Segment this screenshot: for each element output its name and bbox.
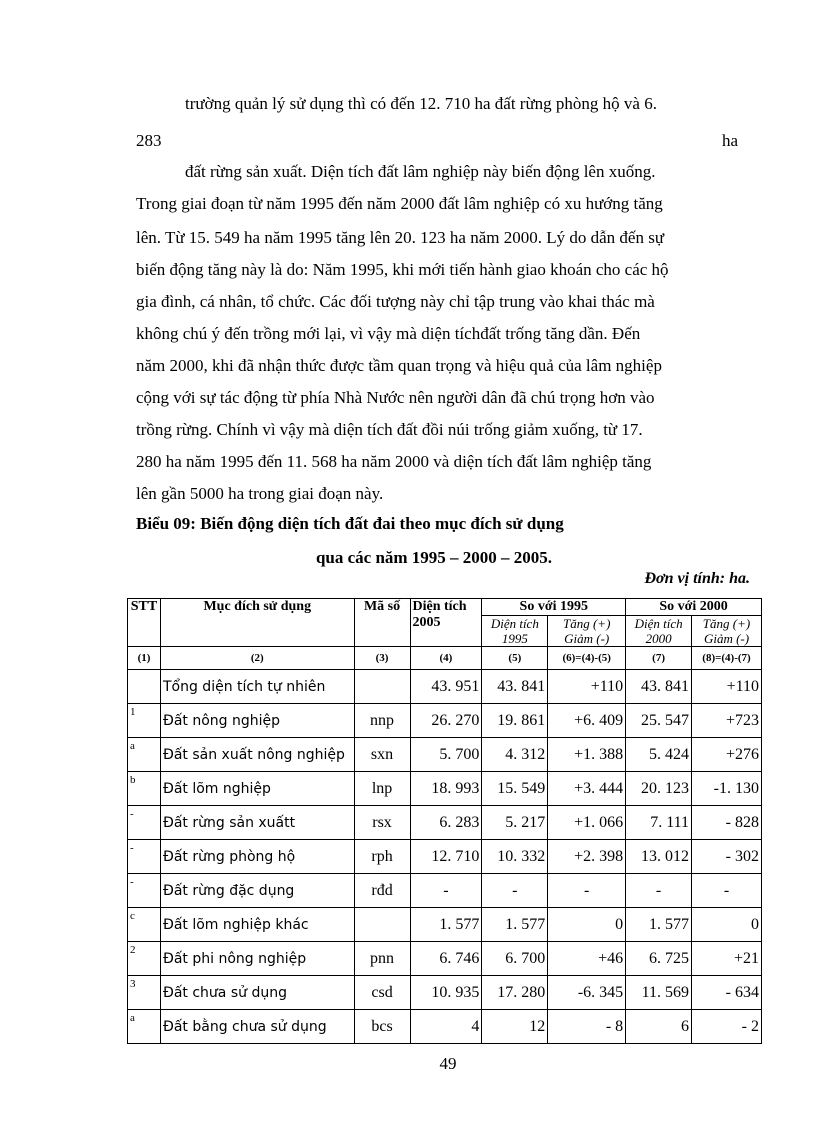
cell-area-2000: 11. 569 (626, 976, 692, 1010)
cell-area-1995: 19. 861 (482, 704, 548, 738)
table-title: Biểu 09: Biến động diện tích đất đai theo mục đích sử dụng (136, 514, 564, 533)
cell-code: rsx (354, 806, 410, 840)
paragraph-line-2 (136, 131, 738, 151)
page-number-text: 49 (439, 1054, 457, 1073)
cell-area-1995: 5. 217 (482, 806, 548, 840)
cell-area-2005: 6. 746 (410, 942, 482, 976)
cell-purpose: Đất phi nông nghiệp (160, 942, 354, 976)
cell-stt (128, 670, 161, 704)
table-row (128, 1010, 762, 1044)
index-cell: (7) (626, 647, 692, 670)
cell-area-1995: 10. 332 (482, 840, 548, 874)
cell-change-1995: - 8 (548, 1010, 626, 1044)
cell-area-2000: 43. 841 (626, 670, 692, 704)
header-vs-2000: So với 2000 (626, 599, 762, 616)
header-area-2005-line2: 2005 (412, 615, 441, 630)
index-cell: (1) (128, 647, 161, 670)
cell-change-1995: +1. 066 (548, 806, 626, 840)
paragraph-line-10: cộng với sự tác động từ phía Nhà Nước nên người dân đã chú trọng hơn vào (136, 388, 655, 407)
cell-purpose: Đất nông nghiệp (160, 704, 354, 738)
header-row (128, 599, 762, 616)
cell-purpose: Đất rừng đặc dụng (160, 874, 354, 908)
cell-purpose: Đất bằng chưa sử dụng (160, 1010, 354, 1044)
table-row (128, 908, 762, 942)
land-use-table (127, 598, 762, 1044)
table-row (128, 772, 762, 806)
cell-change-2000: - 302 (692, 840, 762, 874)
cell-area-2005: 18. 993 (410, 772, 482, 806)
cell-stt: c (128, 908, 161, 942)
cell-change-2000: - (692, 874, 762, 908)
cell-area-2000: 6. 725 (626, 942, 692, 976)
paragraph-line-11: trồng rừng. Chính vì vậy mà diện tích đất đồi núi trống giảm xuống, từ 17. (136, 420, 643, 439)
cell-code: csd (354, 976, 410, 1010)
paragraph-line-1: trường quản lý sử dụng thì có đến 12. 710 ha đất rừng phòng hộ và 6. (185, 94, 657, 113)
table-row (128, 840, 762, 874)
cell-change-1995: +2. 398 (548, 840, 626, 874)
header-code: Mã số (354, 599, 410, 647)
cell-area-1995: 1. 577 (482, 908, 548, 942)
cell-area-2005: 12. 710 (410, 840, 482, 874)
cell-area-2000: 7. 111 (626, 806, 692, 840)
cell-area-2005: 6. 283 (410, 806, 482, 840)
index-cell: (3) (354, 647, 410, 670)
table-row (128, 806, 762, 840)
index-cell: (6)=(4)-(5) (548, 647, 626, 670)
cell-area-1995: 17. 280 (482, 976, 548, 1010)
cell-purpose: Đất lõm nghiệp khác (160, 908, 354, 942)
cell-purpose: Đất lõm nghiệp (160, 772, 354, 806)
subheader-area-1995 (482, 616, 548, 647)
table-row (128, 704, 762, 738)
cell-change-1995: -6. 345 (548, 976, 626, 1010)
cell-purpose: Đất rừng phòng hộ (160, 840, 354, 874)
cell-area-2000: 6 (626, 1010, 692, 1044)
cell-stt: - (128, 806, 161, 840)
header-stt: STT (128, 599, 161, 647)
table-subtitle-text: qua các năm 1995 – 2000 – 2005. (315, 548, 553, 567)
cell-area-1995: 15. 549 (482, 772, 548, 806)
cell-stt: 3 (128, 976, 161, 1010)
table-row (128, 738, 762, 772)
cell-area-2000: 25. 547 (626, 704, 692, 738)
paragraph-line-12: 280 ha năm 1995 đến 11. 568 ha năm 2000 và diện tích đất lâm nghiệp tăng (136, 452, 652, 471)
paragraph-line-3: đất rừng sản xuất. Diện tích đất lâm nghiệp này biến động lên xuống. (185, 162, 656, 181)
subheader-change-2000 (692, 616, 762, 647)
cell-code: sxn (354, 738, 410, 772)
cell-change-2000: +21 (692, 942, 762, 976)
cell-change-1995: 0 (548, 908, 626, 942)
subheader-area-2000-line2: 2000 (645, 631, 672, 646)
cell-code: pnn (354, 942, 410, 976)
subheader-change-1995-line2: Giảm (-) (564, 631, 610, 646)
subheader-change-1995-line1: Tăng (+) (562, 616, 611, 631)
paragraph-line-7: gia đình, cá nhân, tổ chức. Các đối tượng này chỉ tập trung vào khai thác mà (136, 292, 655, 311)
subheader-area-1995-line2: 1995 (501, 631, 528, 646)
cell-area-1995: 4. 312 (482, 738, 548, 772)
cell-purpose: Đất sản xuất nông nghiệp (160, 738, 354, 772)
cell-change-1995: +1. 388 (548, 738, 626, 772)
cell-stt: - (128, 874, 161, 908)
cell-code: rđd (354, 874, 410, 908)
cell-code: lnp (354, 772, 410, 806)
cell-change-2000: +110 (692, 670, 762, 704)
header-area-2005 (410, 599, 482, 647)
page-number (0, 1054, 816, 1074)
cell-area-2000: 5. 424 (626, 738, 692, 772)
cell-change-1995: +6. 409 (548, 704, 626, 738)
cell-area-1995: - (482, 874, 548, 908)
cell-code (354, 670, 410, 704)
index-cell: (5) (482, 647, 548, 670)
table-row (128, 874, 762, 908)
paragraph-line-8: không chú ý đến trồng mới lại, vì vậy mà diện tíchđất trống tăng dần. Đến (136, 324, 641, 343)
cell-stt: a (128, 1010, 161, 1044)
subheader-change-2000-line2: Giảm (-) (703, 631, 750, 646)
cell-area-2000: - (626, 874, 692, 908)
cell-change-1995: +3. 444 (548, 772, 626, 806)
paragraph-line-5: lên. Từ 15. 549 ha năm 1995 tăng lên 20. 123 ha năm 2000. Lý do dẫn đến sự (136, 228, 665, 247)
cell-code: rph (354, 840, 410, 874)
table-subtitle (0, 548, 816, 568)
cell-purpose: Đất rừng sản xuấtt (160, 806, 354, 840)
cell-code: bcs (354, 1010, 410, 1044)
subheader-area-2000-line1: Diện tích (634, 616, 683, 631)
cell-code (354, 908, 410, 942)
index-cell: (8)=(4)-(7) (692, 647, 762, 670)
subheader-area-1995-line1: Diện tích (490, 616, 539, 631)
cell-area-2005: - (410, 874, 482, 908)
unit-label: Đơn vị tính: ha. (644, 570, 750, 587)
paragraph-line-2-start: 283 (136, 131, 162, 150)
cell-change-1995: +46 (548, 942, 626, 976)
cell-change-2000: - 828 (692, 806, 762, 840)
cell-area-1995: 12 (482, 1010, 548, 1044)
subheader-area-2000 (626, 616, 692, 647)
cell-change-2000: -1. 130 (692, 772, 762, 806)
header-vs-1995: So với 1995 (482, 599, 626, 616)
table-row (128, 942, 762, 976)
paragraph-line-9: năm 2000, khi đã nhận thức được tầm quan trọng và hiệu quả của lâm nghiệp (136, 356, 662, 375)
cell-area-2000: 20. 123 (626, 772, 692, 806)
table-row (128, 670, 762, 704)
index-cell: (2) (160, 647, 354, 670)
cell-area-2005: 43. 951 (410, 670, 482, 704)
cell-change-2000: - 2 (692, 1010, 762, 1044)
cell-area-2005: 1. 577 (410, 908, 482, 942)
cell-area-2005: 5. 700 (410, 738, 482, 772)
cell-purpose: Tổng diện tích tự nhiên (160, 670, 354, 704)
cell-change-1995: +110 (548, 670, 626, 704)
cell-change-2000: - 634 (692, 976, 762, 1010)
cell-change-2000: 0 (692, 908, 762, 942)
table-row (128, 976, 762, 1010)
index-cell: (4) (410, 647, 482, 670)
index-row (128, 647, 762, 670)
cell-area-2005: 4 (410, 1010, 482, 1044)
paragraph-line-2-end: ha (721, 131, 738, 150)
paragraph-line-4: Trong giai đoạn từ năm 1995 đến năm 2000 đất lâm nghiệp có xu hướng tăng (136, 194, 663, 213)
table-body (128, 670, 762, 1044)
cell-stt: b (128, 772, 161, 806)
subheader-change-1995 (548, 616, 626, 647)
cell-stt: - (128, 840, 161, 874)
cell-stt: 1 (128, 704, 161, 738)
cell-change-2000: +276 (692, 738, 762, 772)
cell-stt: 2 (128, 942, 161, 976)
cell-area-2000: 1. 577 (626, 908, 692, 942)
subheader-change-2000-line1: Tăng (+) (702, 616, 751, 631)
cell-change-2000: +723 (692, 704, 762, 738)
cell-code: nnp (354, 704, 410, 738)
cell-area-1995: 43. 841 (482, 670, 548, 704)
cell-area-2005: 10. 935 (410, 976, 482, 1010)
cell-purpose: Đất chưa sử dụng (160, 976, 354, 1010)
cell-area-2005: 26. 270 (410, 704, 482, 738)
header-purpose: Mục đích sử dụng (160, 599, 354, 647)
paragraph-line-6: biến động tăng này là do: Năm 1995, khi mới tiến hành giao khoán cho các hộ (136, 260, 669, 279)
cell-area-2000: 13. 012 (626, 840, 692, 874)
cell-change-1995: - (548, 874, 626, 908)
header-area-2005-line1: Diện tích (412, 599, 467, 614)
paragraph-line-13: lên gần 5000 ha trong giai đoạn này. (136, 484, 384, 503)
cell-stt: a (128, 738, 161, 772)
cell-area-1995: 6. 700 (482, 942, 548, 976)
